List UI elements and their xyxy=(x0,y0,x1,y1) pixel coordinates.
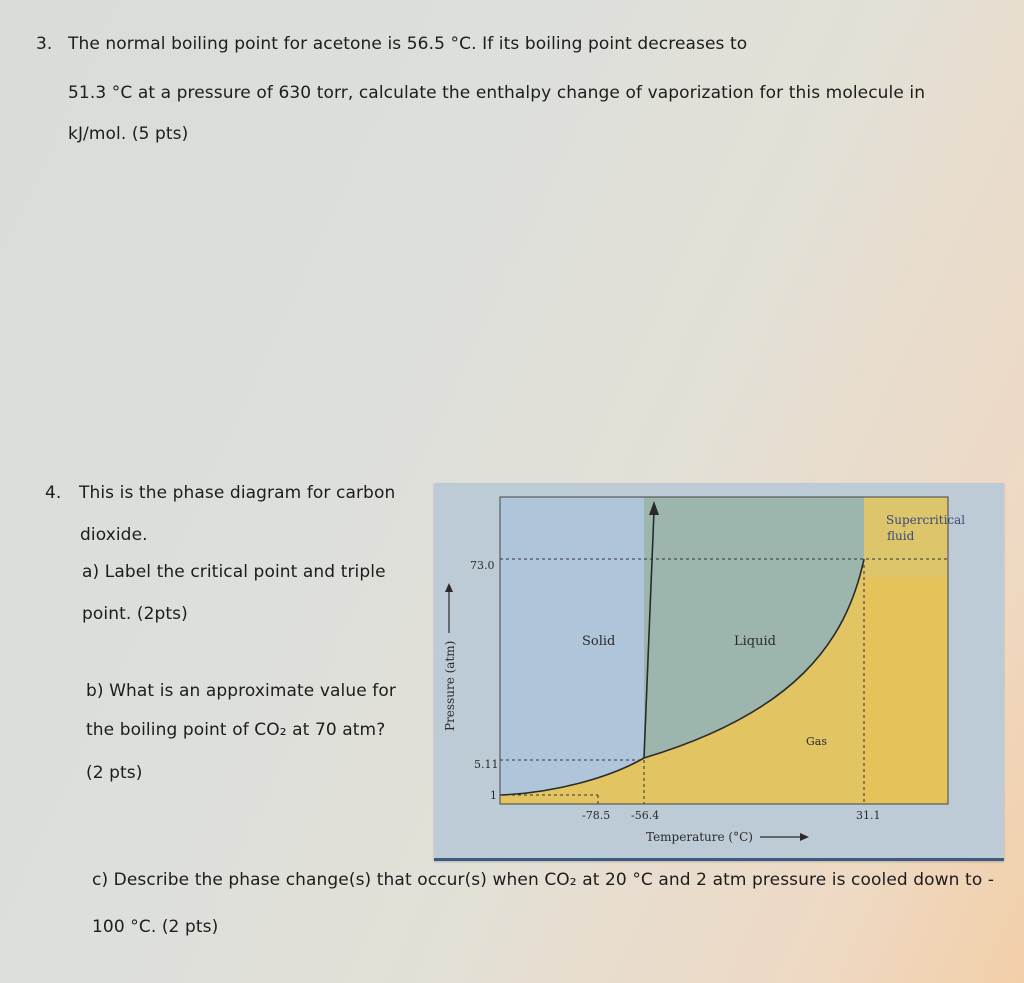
q4-line2: dioxide. xyxy=(80,525,148,545)
q4-line1 xyxy=(45,483,395,503)
y-tick-1: 1 xyxy=(490,789,497,802)
q3-number: 3. xyxy=(36,34,53,54)
q4b-line1: b) What is an approximate value for xyxy=(86,681,396,701)
q3-line3: kJ/mol. (5 pts) xyxy=(68,124,189,144)
q4b-line2: the boiling point of CO₂ at 70 atm? xyxy=(86,720,386,740)
q4c-line1: c) Describe the phase change(s) that occur(s) when CO₂ at 20 °C and 2 atm pressure is cooled down to - xyxy=(92,870,995,890)
y-axis-arrowhead xyxy=(445,583,453,592)
y-tick-511: 5.11 xyxy=(474,758,499,771)
q3-line2: 51.3 °C at a pressure of 630 torr, calculate the enthalpy change of vaporization for this molecule in xyxy=(68,83,926,103)
phase-diagram-svg xyxy=(434,483,1004,858)
x-tick-564: -56.4 xyxy=(631,809,660,822)
y-axis-label: Pressure (atm) xyxy=(443,640,457,731)
x-axis-arrowhead xyxy=(800,833,809,841)
q3-text-line1: The normal boiling point for acetone is 56.5 °C. If its boiling point decreases to xyxy=(68,34,748,54)
label-supercritical-1: Supercritical xyxy=(886,513,966,527)
q4a-line2: point. (2pts) xyxy=(82,604,188,624)
x-axis-label: Temperature (°C) xyxy=(646,830,753,844)
label-liquid: Liquid xyxy=(734,634,776,649)
label-gas: Gas xyxy=(806,735,827,748)
x-tick-311: 31.1 xyxy=(856,809,881,822)
q4-text-line1: This is the phase diagram for carbon xyxy=(79,483,396,503)
y-tick-73: 73.0 xyxy=(470,559,495,572)
q4c-line2: 100 °C. (2 pts) xyxy=(92,917,219,937)
x-tick-785: -78.5 xyxy=(582,809,611,822)
label-solid: Solid xyxy=(582,634,616,649)
phase-diagram xyxy=(434,483,1004,861)
q4-number: 4. xyxy=(45,483,62,503)
q4b-line3: (2 pts) xyxy=(86,763,143,783)
q4a-line1: a) Label the critical point and triple xyxy=(82,562,386,582)
q3-line1 xyxy=(36,34,747,54)
label-supercritical-2: fluid xyxy=(887,529,915,543)
